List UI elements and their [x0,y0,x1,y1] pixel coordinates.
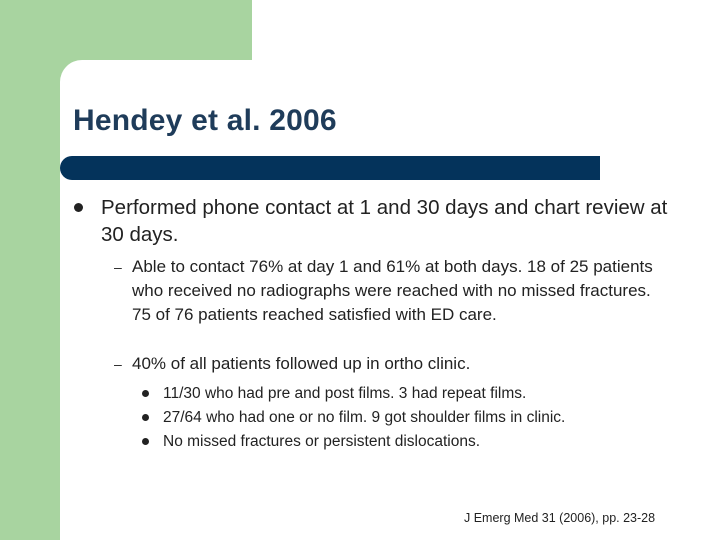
bullet-text: Performed phone contact at 1 and 30 days and chart review at 30 days. [101,196,668,246]
citation: J Emerg Med 31 (2006), pp. 23-28 [464,511,656,525]
dash-icon: – [114,356,122,372]
bullet-text: No missed fractures or persistent dislocations. [163,433,481,450]
bullet-dot-icon [142,438,149,445]
bullet-text: 40% of all patients followed up in ortho clinic. [132,354,471,373]
bullet-dot-icon [142,414,149,421]
dash-icon: – [114,259,122,275]
bullet-text: 11/30 who had pre and post films. 3 had repeat films. [163,385,527,402]
bullet-dot-icon [142,390,149,397]
bullet-text: Able to contact 76% at day 1 and 61% at both days. 18 of 25 patients who received no radiographs were reached with no missed fractures. 75 of 76 patients reached satisfied with ED care. [132,257,653,324]
bullet-dot-icon [74,203,83,212]
bullet-text: 27/64 who had one or no film. 9 got shoulder films in clinic. [163,409,566,426]
slide-title: Hendey et al. 2006 [73,104,337,137]
